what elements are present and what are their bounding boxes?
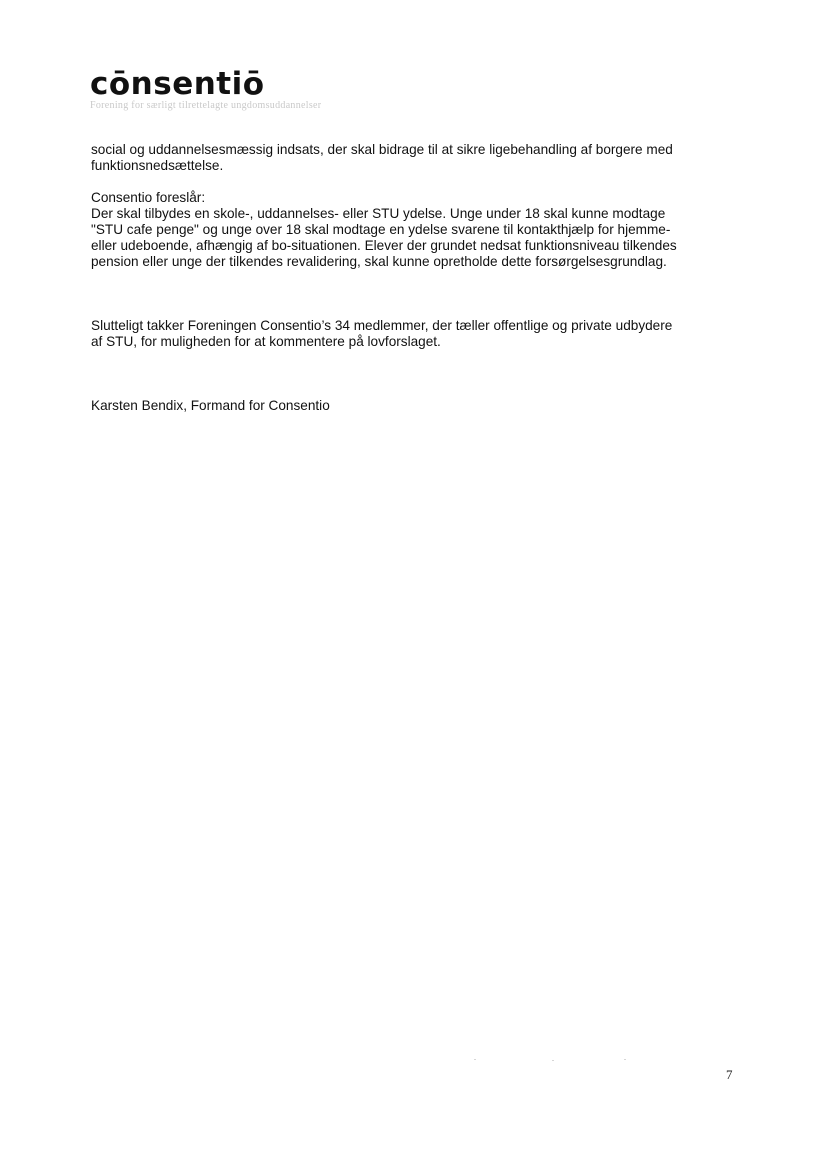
text-line: Slutteligt takker Foreningen Consentio’s 34 medlemmer, der tæller offentlige og private udbydere bbox=[91, 318, 673, 333]
letter-body bbox=[91, 142, 741, 414]
text-line: funktionsnedsættelse. bbox=[91, 158, 224, 173]
logo-wordmark: cōnsentiō bbox=[90, 66, 265, 102]
proposal-paragraph bbox=[91, 190, 741, 270]
proposal-heading: Consentio foreslår: bbox=[91, 190, 206, 205]
signature: Karsten Bendix, Formand for Consentio bbox=[91, 398, 330, 413]
closing-paragraph bbox=[91, 318, 741, 350]
scan-artifacts bbox=[470, 1058, 640, 1062]
text-line: "STU cafe penge" og unge over 18 skal modtage en ydelse svarene til kontakthjælp for hjemme- bbox=[91, 222, 671, 237]
text-line: pension eller unge der tilkendes revalidering, skal kunne opretholde dette forsørgelsesgrundlag. bbox=[91, 254, 667, 269]
consentio-logo bbox=[90, 66, 420, 111]
text-line: social og uddannelsesmæssig indsats, der skal bidrage til at sikre ligebehandling af borgere med bbox=[91, 142, 673, 157]
text-line: af STU, for muligheden for at kommentere på lovforslaget. bbox=[91, 334, 441, 349]
text-line: Der skal tilbydes en skole-, uddannelses- eller STU ydelse. Unge under 18 skal kunne modtage bbox=[91, 206, 666, 221]
paragraph-continuation bbox=[91, 142, 741, 174]
text-line: eller udeboende, afhængig af bo-situationen. Elever der grundet nedsat funktionsniveau tilkendes bbox=[91, 238, 677, 253]
page-number: 7 bbox=[726, 1067, 733, 1082]
logo-tagline: Forening for særligt tilrettelagte ungdomsuddannelser bbox=[90, 100, 322, 111]
